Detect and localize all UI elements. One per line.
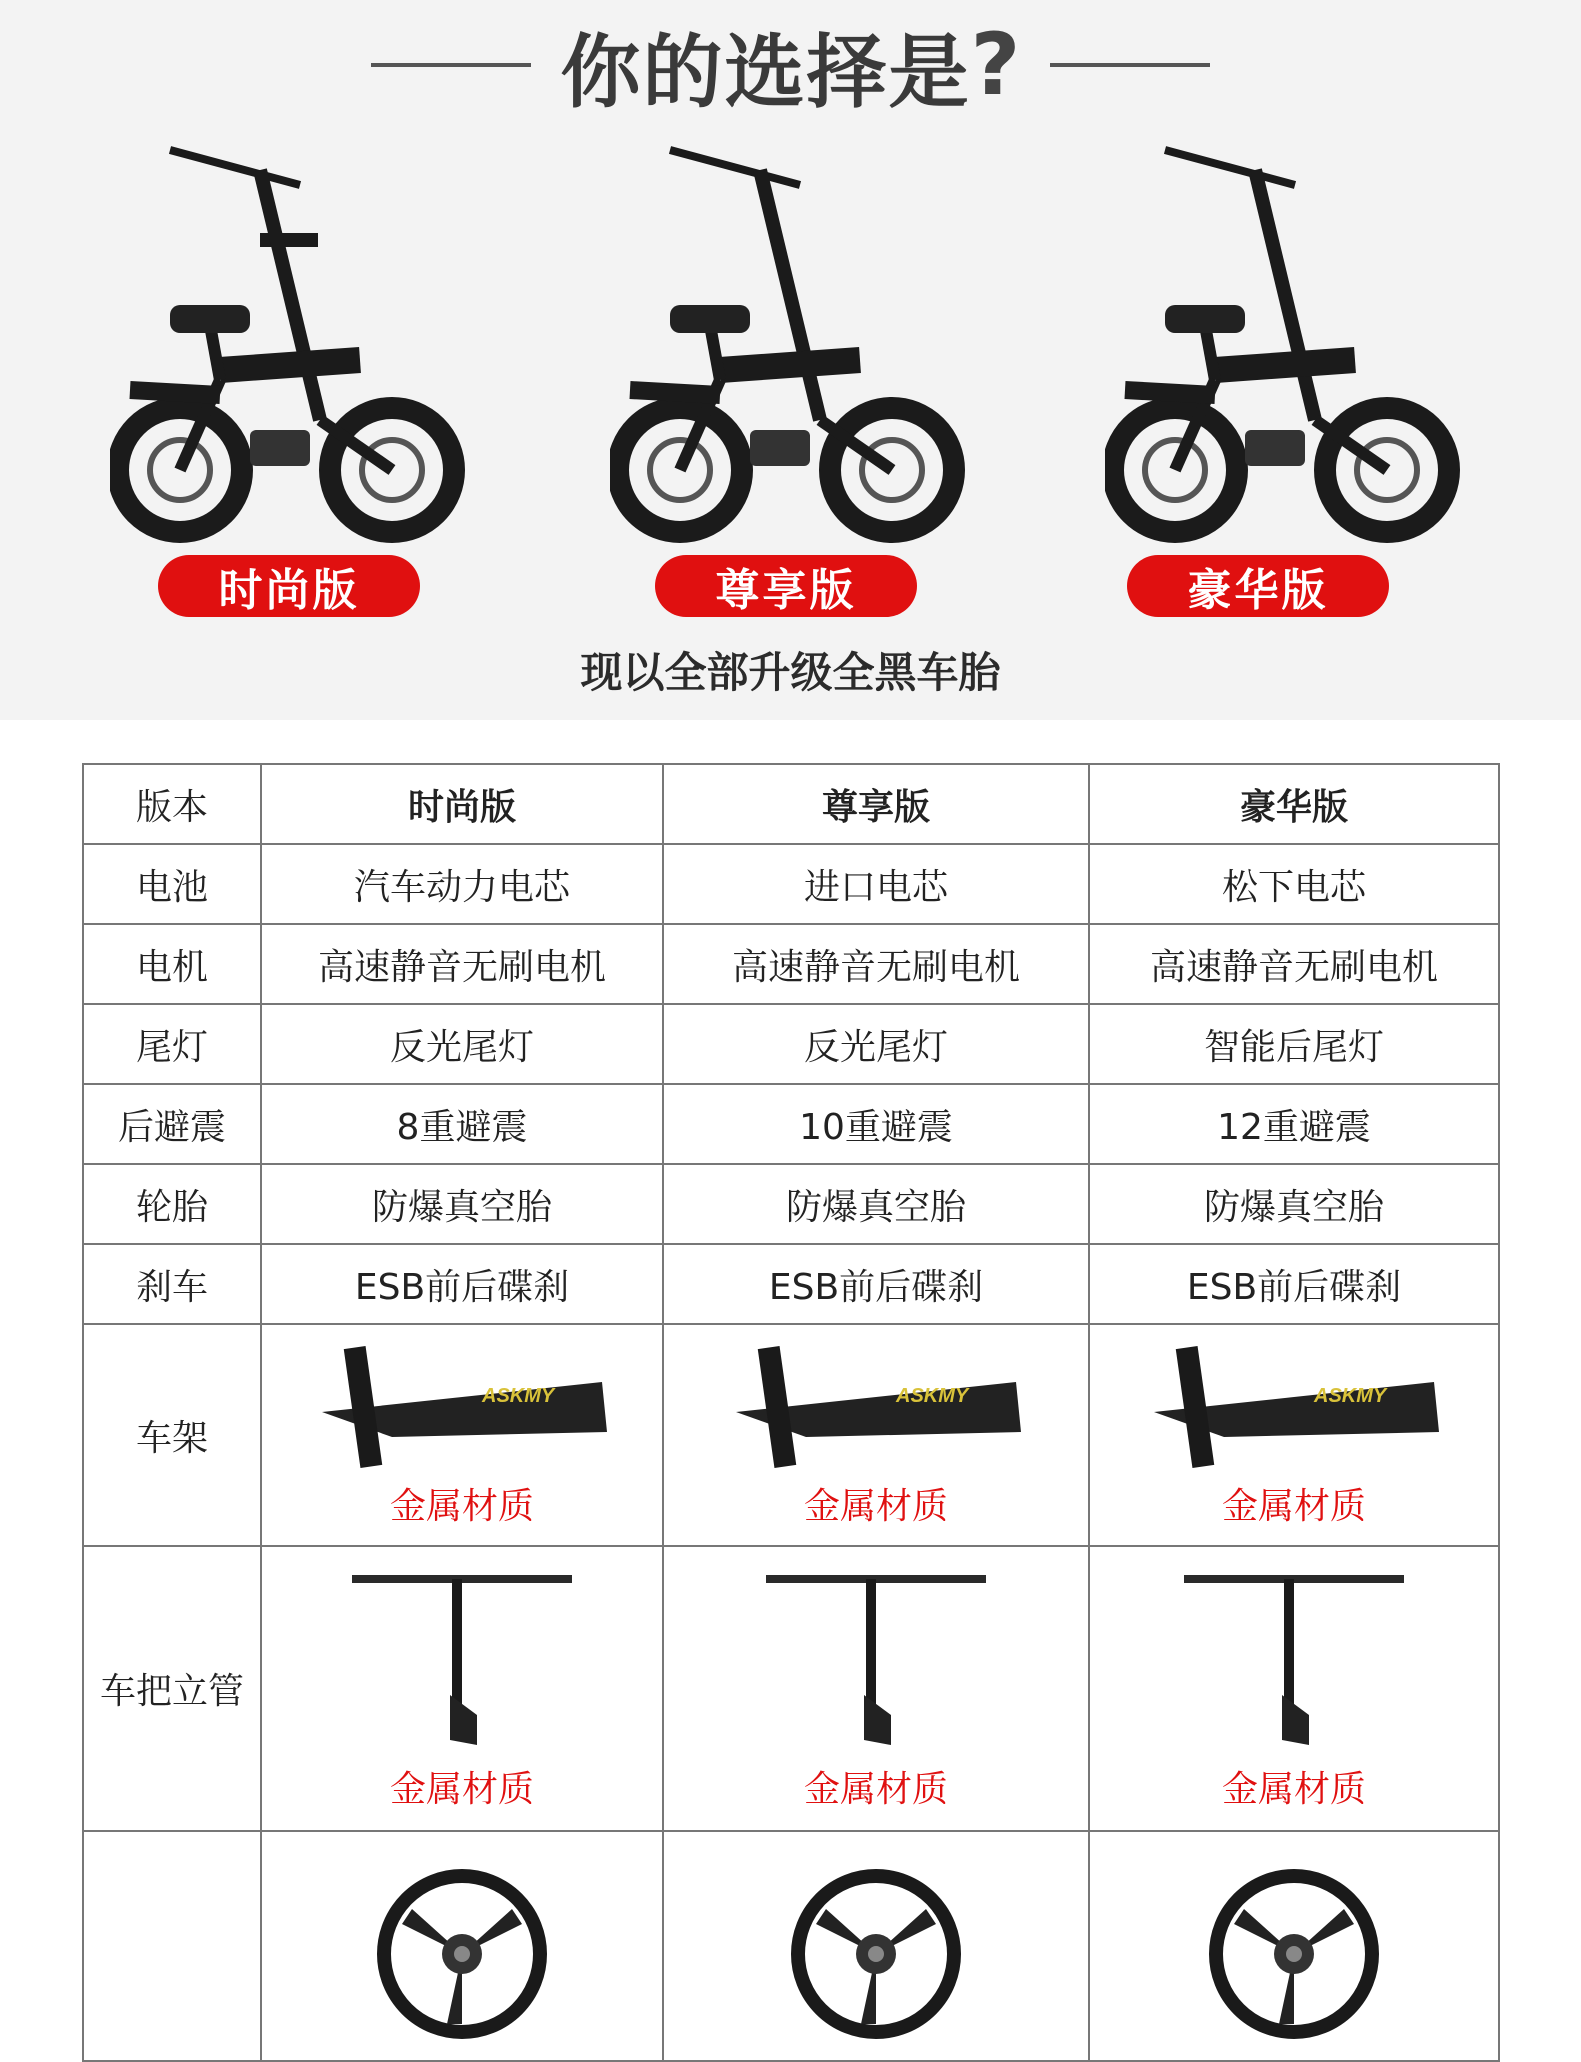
wheel-cell [663,1831,1089,2061]
bike-image-premium [610,130,970,550]
table-row-wheel [83,1831,1499,2061]
row-label: 后避震 [83,1084,261,1164]
table-row [83,1084,1499,1164]
table-cell: 防爆真空胎 [663,1164,1089,1244]
frame-brand-text: ASKMY [896,1384,969,1407]
table-cell: 高速静音无刷电机 [1089,924,1499,1004]
page-title: 你的选择是 [560,25,971,119]
title-bar [0,10,1581,120]
wheel-image [1204,1854,1384,2054]
frame-cell [261,1324,663,1546]
stem-cell [261,1546,663,1831]
table-cell: ESB前后碟刹 [1089,1244,1499,1324]
frame-image [1134,1342,1454,1472]
row-label: 电池 [83,844,261,924]
frame-caption: 金属材质 [803,1485,948,1527]
table-row [83,844,1499,924]
table-cell: 8重避震 [261,1084,663,1164]
stem-image [342,1565,582,1755]
stem-image [1174,1565,1414,1755]
stem-caption: 金属材质 [1221,1769,1366,1810]
frame-image [716,1342,1036,1472]
table-cell: 高速静音无刷电机 [663,924,1089,1004]
title-line-right [1050,63,1210,67]
table-cell: 松下电芯 [1089,844,1499,924]
frame-brand-text: ASKMY [482,1384,555,1407]
wheel-image [372,1854,552,2054]
upgrade-note: 现以全部升级全黑车胎 [580,648,1001,697]
table-cell: 智能后尾灯 [1089,1004,1499,1084]
table-row [83,1004,1499,1084]
table-row [83,1164,1499,1244]
table-cell: 10重避震 [663,1084,1089,1164]
stem-cell [1089,1546,1499,1831]
table-cell: 汽车动力电芯 [261,844,663,924]
table-row-frame [83,1324,1499,1546]
stem-cell [663,1546,1089,1831]
col-header-premium: 尊享版 [663,764,1089,844]
stem-caption: 金属材质 [803,1769,948,1810]
table-cell: 反光尾灯 [261,1004,663,1084]
table-cell: 防爆真空胎 [261,1164,663,1244]
row-label: 电机 [83,924,261,1004]
row-label: 刹车 [83,1244,261,1324]
table-cell: 进口电芯 [663,844,1089,924]
frame-cell [1089,1324,1499,1546]
frame-caption: 金属材质 [1221,1485,1366,1527]
row-label: 车把立管 [83,1546,261,1831]
table-cell: ESB前后碟刹 [261,1244,663,1324]
row-label: 轮胎 [83,1164,261,1244]
frame-caption: 金属材质 [389,1485,534,1527]
frame-brand-text: ASKMY [1314,1384,1387,1407]
table-row [83,1244,1499,1324]
spec-table [82,763,1500,2062]
stem-image [756,1565,996,1755]
wheel-image [786,1854,966,2054]
title-line-left [371,63,531,67]
table-row [83,924,1499,1004]
frame-cell [663,1324,1089,1546]
wheel-cell [1089,1831,1499,2061]
table-cell: 反光尾灯 [663,1004,1089,1084]
table-cell: 12重避震 [1089,1084,1499,1164]
table-cell: 高速静音无刷电机 [261,924,663,1004]
col-header-fashion: 时尚版 [261,764,663,844]
row-label: 版本 [83,764,261,844]
table-cell: 防爆真空胎 [1089,1164,1499,1244]
row-label [83,1831,261,2061]
version-badge-luxury: 豪华版 [1127,555,1389,617]
table-row-stem [83,1546,1499,1831]
question-mark: ? [970,15,1021,115]
col-header-luxury: 豪华版 [1089,764,1499,844]
bike-image-fashion [110,130,470,550]
bike-image-luxury [1105,130,1465,550]
version-badge-premium: 尊享版 [655,555,917,617]
version-badge-fashion: 时尚版 [158,555,420,617]
table-cell: ESB前后碟刹 [663,1244,1089,1324]
row-label: 尾灯 [83,1004,261,1084]
table-row [83,764,1499,844]
row-label: 车架 [83,1324,261,1546]
wheel-cell [261,1831,663,2061]
stem-caption: 金属材质 [389,1769,534,1810]
frame-image [302,1342,622,1472]
